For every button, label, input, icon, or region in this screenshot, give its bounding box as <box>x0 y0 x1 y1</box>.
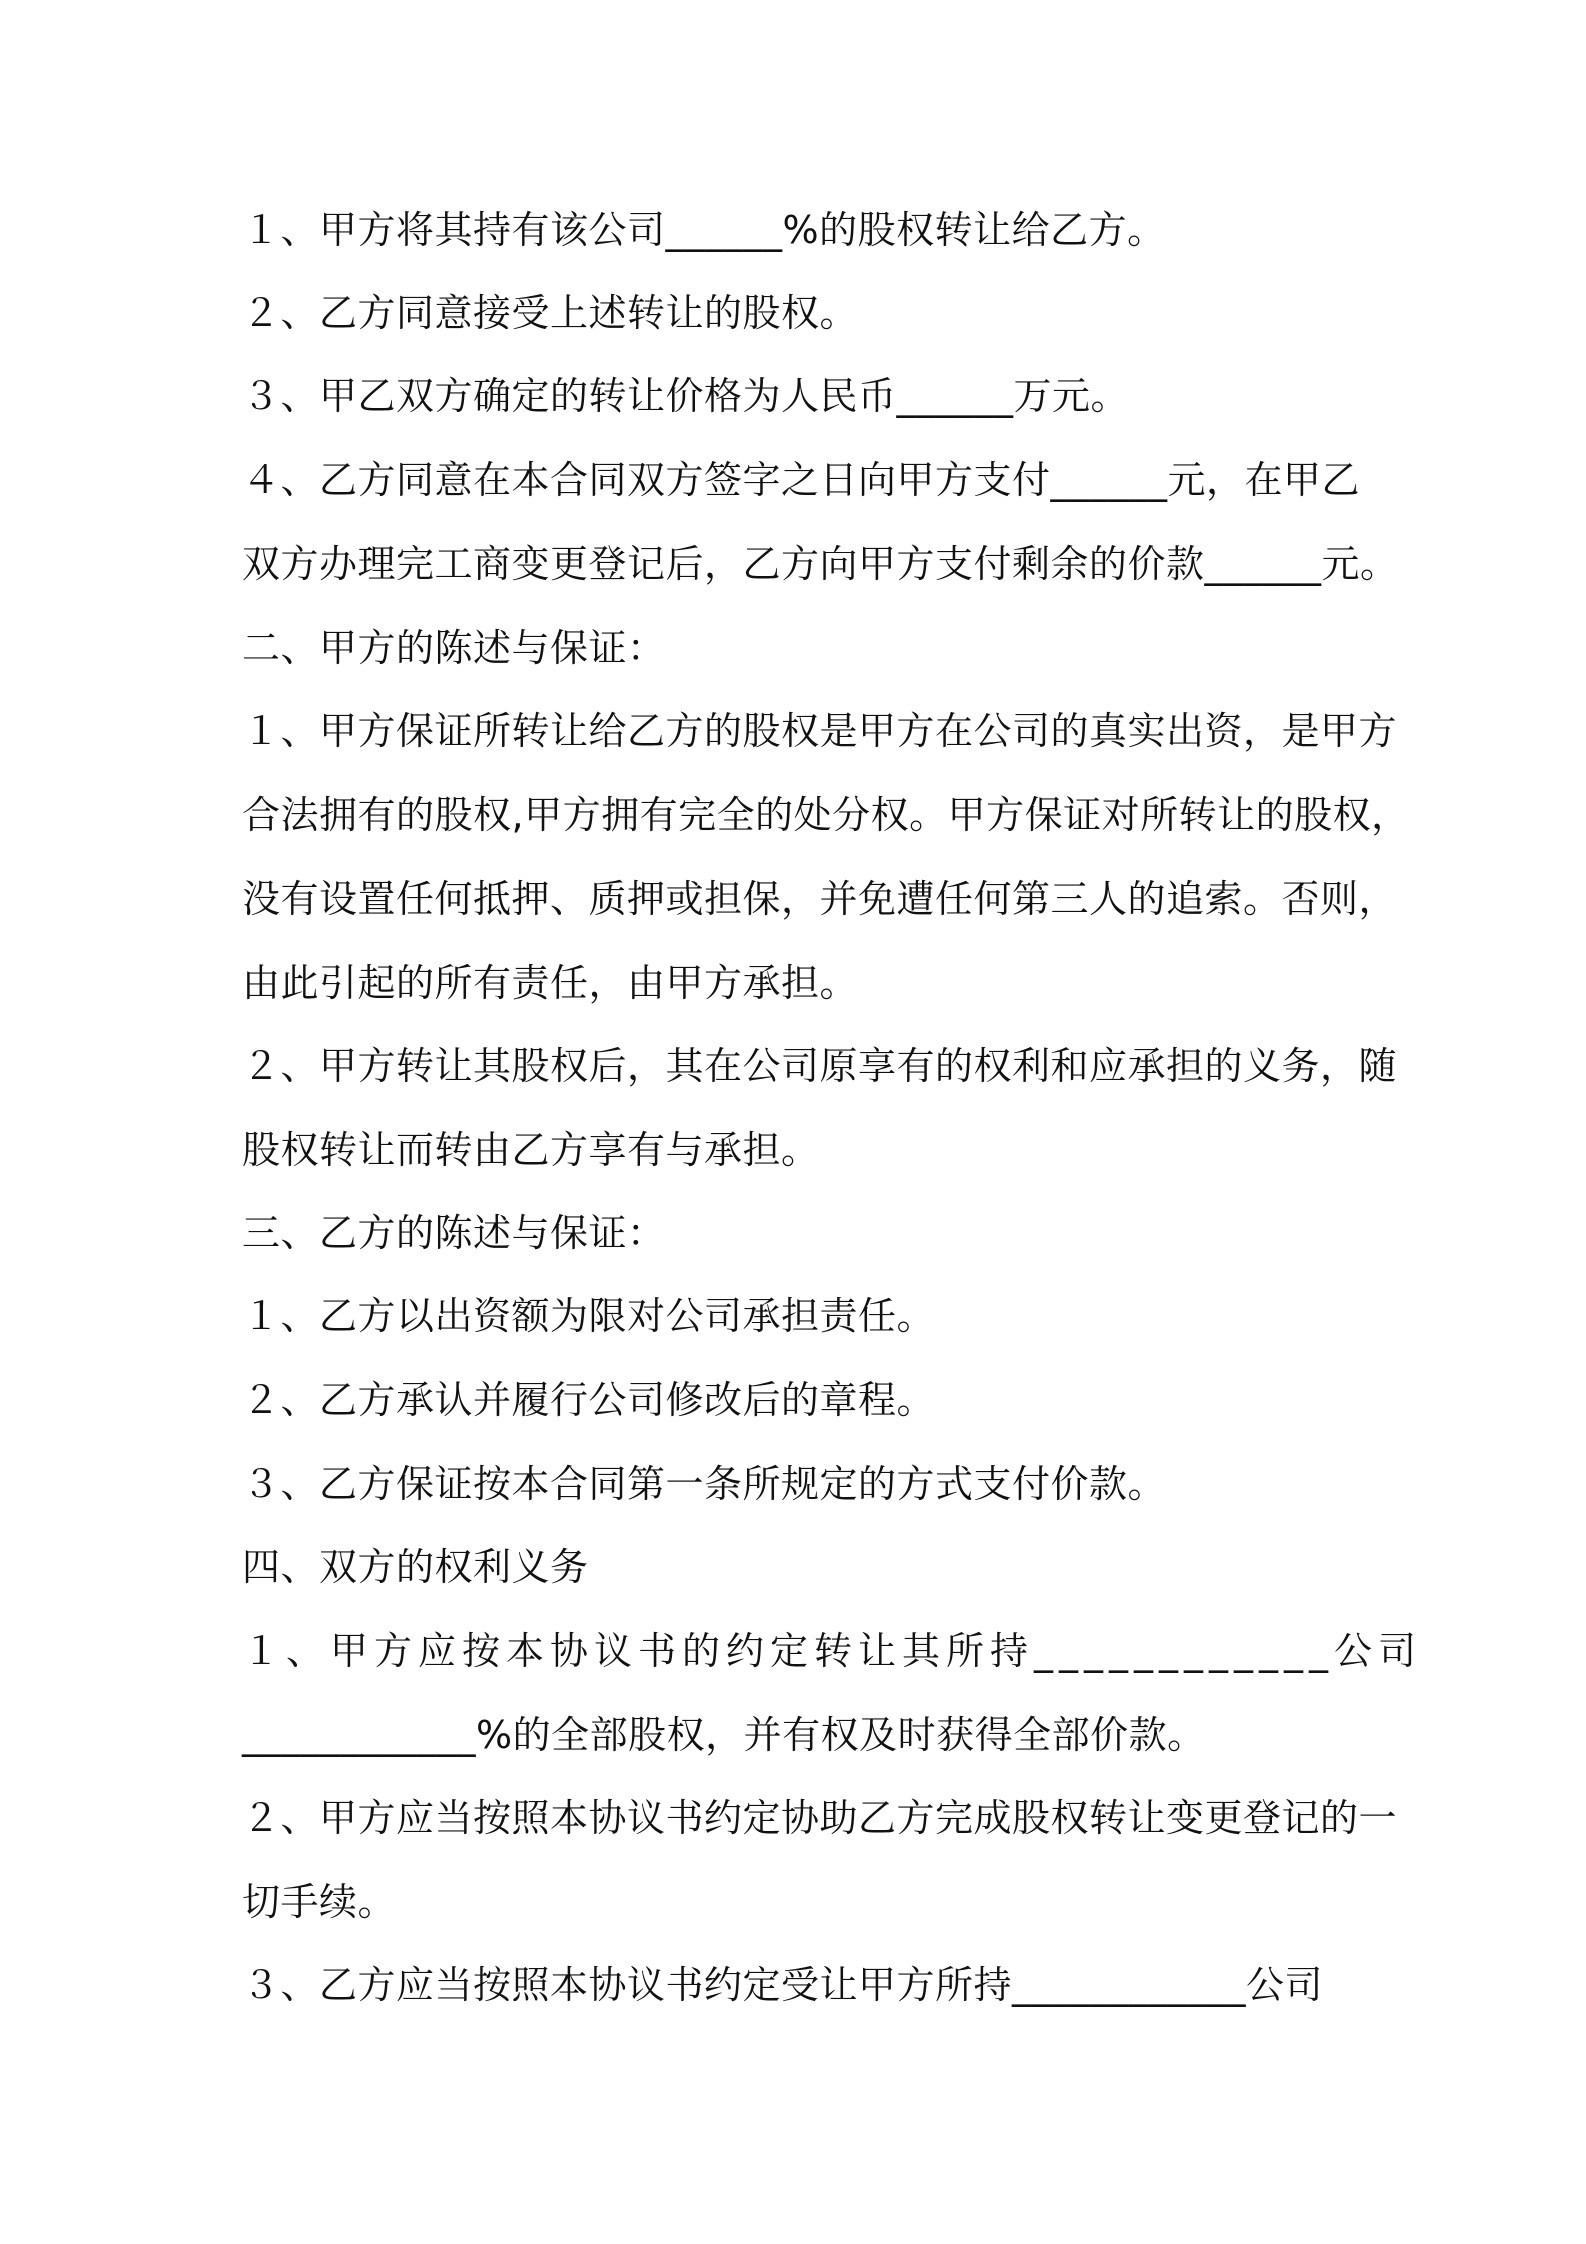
clause-2-1-line-4: 由此引起的所有责任，由甲方承担。 <box>242 961 859 1005</box>
clause-1-4-line-2: 双方办理完工商变更登记后，乙方向甲方支付剩余的价款______元。 <box>242 542 1399 586</box>
clause-3-2: ２、乙方承认并履行公司修改后的章程。 <box>242 1378 936 1422</box>
clause-2-2-line-1: ２、甲方转让其股权后，其在公司原享有的权利和应承担的义务，随 <box>242 1044 1398 1088</box>
clause-4-1-line-2: ____________%的全部股权，并有权及时获得全部价款。 <box>242 1713 1206 1757</box>
clause-4-2-line-2: 切手续。 <box>242 1880 397 1924</box>
clause-2-1-line-1: １、甲方保证所转让给乙方的股权是甲方在公司的真实出资，是甲方 <box>242 709 1398 753</box>
clause-1-1: １、甲方将其持有该公司______%的股权转让给乙方。 <box>242 208 1166 252</box>
clause-1-2: ２、乙方同意接受上述转让的股权。 <box>242 291 859 335</box>
clause-2-1-line-3: 没有设置任何抵押、质押或担保，并免遭任何第三人的追索。否则， <box>242 877 1398 921</box>
clause-4-2-line-1: ２、甲方应当按照本协议书约定协助乙方完成股权转让变更登记的一 <box>242 1796 1398 1840</box>
section-4-heading: 四、双方的权利义务 <box>242 1545 589 1589</box>
section-3-heading: 三、乙方的陈述与保证： <box>242 1211 666 1255</box>
clause-2-1-line-2: 合法拥有的股权,甲方拥有完全的处分权。甲方保证对所转让的股权， <box>242 793 1410 837</box>
clause-1-4-line-1: ４、乙方同意在本合同双方签字之日向甲方支付______元，在甲乙 <box>242 458 1361 502</box>
section-2-heading: 二、甲方的陈述与保证： <box>242 626 666 670</box>
clause-1-3: ３、甲乙双方确定的转让价格为人民币______万元。 <box>242 374 1130 418</box>
clause-4-1-line-1: １、甲方应按本协议书的约定转让其所持____________公司 <box>242 1629 1423 1673</box>
clause-4-3-line-1: ３、乙方应当按照本协议书约定受让甲方所持____________公司 <box>242 1963 1324 2007</box>
clause-2-2-line-2: 股权转让而转由乙方享有与承担。 <box>242 1128 820 1172</box>
clause-3-1: １、乙方以出资额为限对公司承担责任。 <box>242 1294 936 1338</box>
clause-3-3: ３、乙方保证按本合同第一条所规定的方式支付价款。 <box>242 1462 1167 1506</box>
